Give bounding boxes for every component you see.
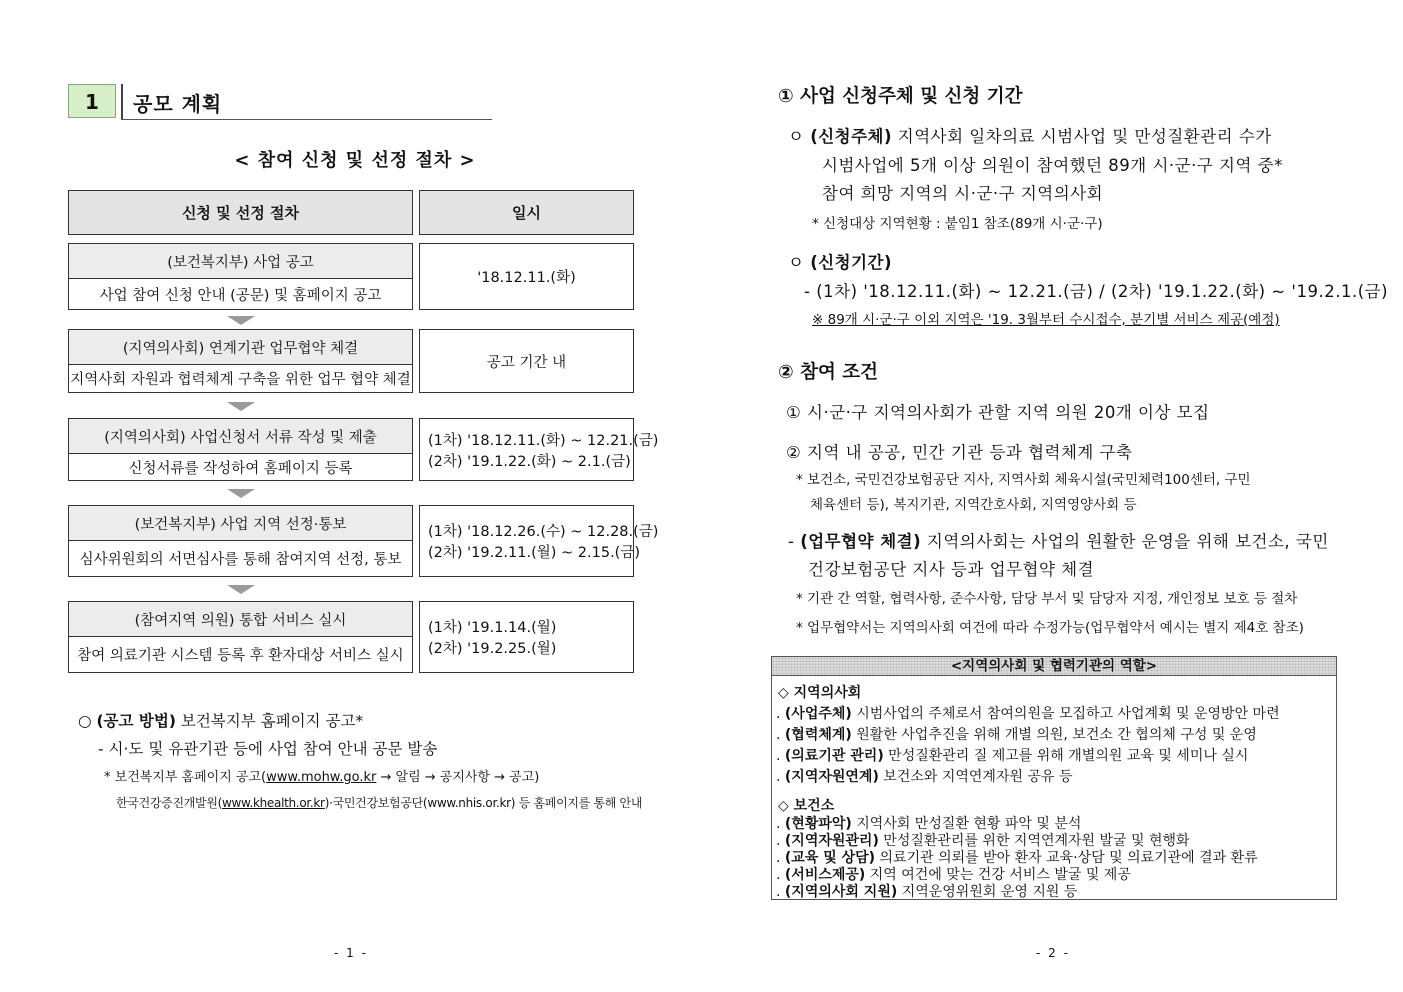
procedure-step-2 bbox=[68, 329, 413, 393]
note-text: )·국민건강보험공단( bbox=[324, 796, 428, 810]
role-item: . (지역자원관리) 만성질환관리를 위한 지역연계자원 발굴 및 현행화 bbox=[776, 833, 1190, 849]
role-item: . (교육 및 상담) 의료기관 의뢰를 받아 환자 교육·상담 및 의료기관에 결과 환류 bbox=[776, 850, 1258, 866]
step-4-title: (보건복지부) 사업 지역 선정·통보 bbox=[69, 506, 412, 541]
note-text: ) 등 홈페이지를 통해 안내 bbox=[510, 796, 643, 810]
role-item-label: (협력체계) bbox=[784, 727, 852, 743]
announce-bullet: ○ bbox=[78, 712, 97, 730]
applicant-text: 지역사회 일차의료 시범사업 및 만성질환관리 수가 bbox=[892, 127, 1272, 146]
condition-2-note-1: * 보건소, 국민건강보험공단 지사, 지역사회 체육시설(국민체력100센터, 구민 bbox=[796, 472, 1251, 488]
step-5-description: 참여 의료기관 시스템 등록 후 환자대상 서비스 실시 bbox=[77, 648, 404, 664]
note-text: → 알림 → 공지사항 → 공고) bbox=[376, 770, 540, 785]
role-item-text: 지역 여건에 맞는 건강 서비스 발굴 및 제공 bbox=[865, 867, 1131, 883]
role-item-text: 만성질환관리를 위한 지역연계자원 발굴 및 현행화 bbox=[878, 833, 1190, 849]
role-item-label: (교육 및 상담) bbox=[784, 850, 876, 866]
role-item-label: (지역의사회 지원) bbox=[784, 884, 898, 900]
step-3-title: (지역의사회) 사업신청서 서류 작성 및 제출 bbox=[69, 419, 412, 454]
step-2-date bbox=[419, 329, 634, 393]
step-1-date bbox=[419, 243, 634, 310]
step-2-title: (지역의사회) 연계기관 업무협약 체결 bbox=[69, 330, 412, 365]
role-item-label: (서비스제공) bbox=[784, 867, 866, 883]
announce-text: 보건복지부 홈페이지 공고* bbox=[175, 712, 364, 730]
procedure-subtitle: < 참여 신청 및 선정 절차 > bbox=[234, 150, 476, 171]
step-2-description: 지역사회 자원과 협력체계 구축을 위한 업무 협약 체결 bbox=[70, 372, 411, 388]
role-item-label: (지역자원관리) bbox=[784, 833, 879, 849]
procedure-step-3 bbox=[68, 418, 413, 481]
announce-note-2 bbox=[116, 794, 642, 811]
step-5-title: (참여지역 의원) 통합 서비스 실시 bbox=[69, 602, 412, 637]
step-3-date-line-1: (1차) '18.12.11.(화) ~ 12.21.(금) bbox=[428, 432, 659, 449]
role-item: . (지역의사회 지원) 지역운영위원회 운영 지원 등 bbox=[776, 884, 1078, 900]
step-4-description: 심사위원회의 서면심사를 통해 참여지역 선정, 통보 bbox=[79, 552, 402, 568]
down-arrow-icon bbox=[227, 489, 255, 498]
role-item: . (사업주체) 시범사업의 주체로서 참여의원을 모집하고 사업계획 및 운영방안 마련 bbox=[776, 706, 1280, 722]
page-number-1: - 1 - bbox=[334, 946, 368, 960]
bullet: ㅇ bbox=[788, 253, 811, 272]
role-item-text: 의료기관 의뢰를 받아 환자 교육·상담 및 의료기관에 결과 환류 bbox=[875, 850, 1258, 866]
role-item-text: 만성질환관리 질 제고를 위해 개별의원 교육 및 세미나 실시 bbox=[883, 748, 1249, 764]
bullet: ㅇ bbox=[788, 127, 811, 146]
role-item: . (의료기관 관리) 만성질환관리 질 제고를 위해 개별의원 교육 및 세미나 실시 bbox=[776, 748, 1249, 764]
section-separator bbox=[121, 84, 123, 120]
role-item: . (현황파악) 지역사회 만성질환 현황 파악 및 분석 bbox=[776, 816, 1082, 832]
applicant-note: * 신청대상 지역현황 : 붙임1 참조(89개 시·군·구) bbox=[812, 216, 1103, 232]
period-heading bbox=[788, 249, 892, 273]
period-label: (신청기간) bbox=[810, 253, 893, 272]
role-item-text: 보건소와 지역연계자원 공유 등 bbox=[878, 769, 1073, 785]
applicant-line-3: 참여 희망 지역의 시·군·구 지역의사회 bbox=[822, 184, 1104, 203]
procedure-step-5 bbox=[68, 601, 413, 673]
role-item-text: 지역운영위원회 운영 지원 등 bbox=[897, 884, 1078, 900]
role-item: . (서비스제공) 지역 여건에 맞는 건강 서비스 발굴 및 제공 bbox=[776, 867, 1131, 883]
role-group-medical-association: ◇ 지역의사회 bbox=[778, 685, 862, 701]
step-1-title: (보건복지부) 사업 공고 bbox=[69, 244, 412, 279]
step-1-date-line: '18.12.11.(화) bbox=[477, 270, 576, 286]
step-5-date bbox=[419, 601, 634, 673]
section-number-badge: 1 bbox=[68, 84, 116, 118]
step-1-description: 사업 참여 신청 안내 (공문) 및 홈페이지 공고 bbox=[99, 287, 382, 304]
mou-line-1 bbox=[788, 528, 1329, 552]
section-applicant-title: ① 사업 신청주체 및 신청 기간 bbox=[778, 86, 1023, 107]
role-item-text: 원활한 사업추진을 위해 개별 의원, 보건소 간 협의체 구성 및 운영 bbox=[851, 727, 1257, 743]
mou-note-2: * 업무협약서는 지역의사회 여건에 따라 수정가능(업무협약서 예시는 별지 제4호 참조) bbox=[796, 620, 1304, 636]
role-item: . (협력체계) 원활한 사업추진을 위해 개별 의원, 보건소 간 협의체 구성 및 운영 bbox=[776, 727, 1257, 743]
role-item-text: 지역사회 만성질환 현황 파악 및 분석 bbox=[851, 816, 1082, 832]
dash: - bbox=[788, 532, 801, 551]
step-5-date-line-2: (2차) '19.2.25.(월) bbox=[428, 641, 557, 657]
role-item-text: 시범사업의 주체로서 참여의원을 모집하고 사업계획 및 운영방안 마련 bbox=[851, 706, 1280, 722]
step-4-date-line-1: (1차) '18.12.26.(수) ~ 12.28.(금) bbox=[428, 524, 659, 540]
procedure-step-4 bbox=[68, 505, 413, 577]
role-item-label: (사업주체) bbox=[784, 706, 852, 722]
step-3-date-line-2: (2차) '19.1.22.(화) ~ 2.1.(금) bbox=[428, 453, 631, 470]
announce-note-1 bbox=[104, 766, 539, 785]
step-3-date bbox=[419, 418, 659, 481]
table-header-procedure: 신청 및 선정 절차 bbox=[68, 190, 413, 235]
down-arrow-icon bbox=[227, 402, 255, 411]
note-text: 한국건강증진개발원( bbox=[116, 796, 223, 810]
khealth-link[interactable]: www.khealth.or.kr bbox=[222, 796, 325, 810]
period-note: ※ 89개 시·군·구 이외 지역은 '19. 3월부터 수시접수, 분기별 서비스 제공(예정) bbox=[812, 312, 1280, 328]
role-group-health-center: ◇ 보건소 bbox=[778, 798, 835, 814]
condition-2-note-2: 체육센터 등), 복지기관, 지역간호사회, 지역영양사회 등 bbox=[810, 497, 1137, 513]
announce-subline: - 시·도 및 유관기관 등에 사업 참여 안내 공문 발송 bbox=[98, 740, 438, 758]
section-conditions-title: ② 참여 조건 bbox=[778, 362, 879, 383]
down-arrow-icon bbox=[227, 585, 255, 594]
mou-line-2: 건강보험공단 지사 등과 업무협약 체결 bbox=[808, 560, 1095, 579]
step-4-date-line-2: (2차) '19.2.11.(월) ~ 2.15.(금) bbox=[428, 545, 640, 561]
section-title: 공모 계획 bbox=[133, 92, 223, 116]
role-item-label: (의료기관 관리) bbox=[784, 748, 884, 764]
applicant-label: (신청주체) bbox=[810, 127, 893, 146]
role-item-label: (현황파악) bbox=[784, 816, 852, 832]
step-2-date-line: 공고 기간 내 bbox=[486, 354, 567, 371]
role-item: . (지역자원연계) 보건소와 지역연계자원 공유 등 bbox=[776, 769, 1073, 785]
down-arrow-icon bbox=[227, 316, 255, 325]
condition-2: ② 지역 내 공공, 민간 기관 등과 협력체계 구축 bbox=[786, 443, 1133, 462]
page-number-2: - 2 - bbox=[1036, 946, 1070, 960]
mou-text: 지역의사회는 사업의 원활한 운영을 위해 보건소, 국민 bbox=[921, 532, 1329, 551]
condition-1: ① 시·군·구 지역의사회가 관할 지역 의원 20개 이상 모집 bbox=[786, 403, 1210, 422]
announce-method bbox=[78, 709, 363, 731]
role-item-label: (지역자원연계) bbox=[784, 769, 879, 785]
nhis-link[interactable]: www.nhis.or.kr bbox=[427, 796, 511, 810]
mou-note-1: * 기관 간 역할, 협력사항, 준수사항, 담당 부서 및 담당자 지정, 개인정보 보호 등 절차 bbox=[796, 591, 1298, 607]
mohw-link[interactable]: www.mohw.go.kr bbox=[266, 770, 377, 785]
section-underline bbox=[121, 119, 492, 120]
step-4-date bbox=[419, 505, 659, 577]
procedure-step-1 bbox=[68, 243, 413, 310]
step-5-date-line-1: (1차) '19.1.14.(월) bbox=[428, 620, 557, 636]
period-line: - (1차) '18.12.11.(화) ~ 12.21.(금) / (2차) '19.1.22.(화) ~ '19.2.1.(금) bbox=[804, 282, 1389, 301]
mou-label: (업무협약 체결) bbox=[800, 532, 922, 551]
announce-label: (공고 방법) bbox=[96, 712, 176, 730]
step-3-description: 신청서류를 작성하여 홈페이지 등록 bbox=[128, 460, 353, 477]
table-header-date: 일시 bbox=[419, 190, 634, 235]
note-text: * 보건복지부 홈페이지 공고( bbox=[104, 770, 267, 785]
applicant-line-1 bbox=[788, 123, 1272, 147]
applicant-line-2: 시범사업에 5개 이상 의원이 참여했던 89개 시·군·구 지역 중* bbox=[822, 156, 1283, 175]
role-box-title: <지역의사회 및 협력기관의 역할> bbox=[772, 657, 1336, 676]
